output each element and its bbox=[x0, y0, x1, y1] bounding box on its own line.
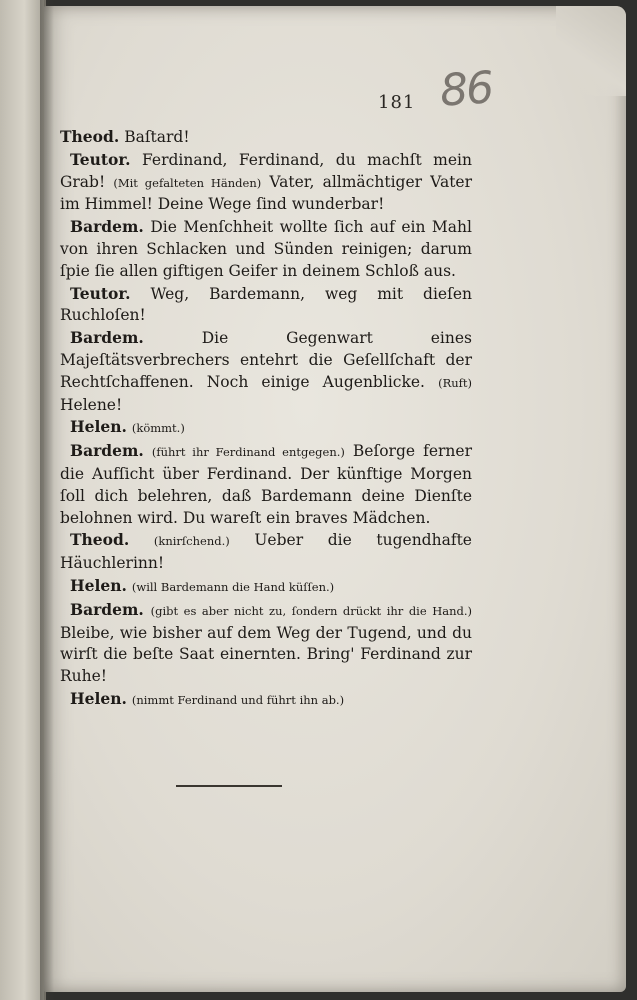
speaker-name: Bardem. bbox=[70, 328, 144, 348]
spoken-text: Vater, allmächtiger Vater im Himmel! Deine Wege ſind wunderbar! bbox=[60, 172, 472, 214]
stage-direction: (will Bardemann die Hand küſſen.) bbox=[131, 579, 335, 594]
dialogue-line bbox=[60, 529, 472, 575]
page-number: 181 bbox=[378, 92, 416, 113]
spoken-text: Ueber die tugendhafte Häuchlerinn! bbox=[60, 531, 472, 573]
gutter-shadow bbox=[40, 0, 54, 1000]
dialogue-line bbox=[60, 126, 472, 149]
speaker-name: Bardem. bbox=[70, 441, 144, 461]
stage-direction: (gibt es aber nicht zu, ſondern drückt ihr die Hand.) bbox=[150, 603, 472, 618]
dialogue-line bbox=[60, 688, 472, 712]
speaker-name: Teutor. bbox=[70, 283, 131, 303]
stage-direction: (nimmt Ferdinand und führt ihn ab.) bbox=[131, 692, 345, 707]
spoken-text: Weg, Bardemann, weg mit dieſen Ruchloſen! bbox=[60, 284, 472, 325]
speaker-name: Helen. bbox=[70, 688, 127, 708]
speaker-name: Bardem. bbox=[70, 599, 144, 619]
stage-direction: (kömmt.) bbox=[131, 421, 185, 436]
dialogue-text bbox=[60, 126, 472, 712]
speaker-name: Helen. bbox=[70, 417, 127, 437]
speaker-name: Theod. bbox=[70, 530, 130, 550]
section-rule bbox=[176, 785, 282, 787]
page-corner-fold bbox=[556, 6, 626, 96]
dialogue-line bbox=[60, 327, 472, 416]
dialogue-line bbox=[60, 283, 472, 328]
dialogue-line bbox=[60, 416, 472, 440]
dialogue-line bbox=[60, 440, 472, 529]
spoken-text: Beſorge ferner die Aufſicht über Ferdinand. Der künftige Morgen ſoll dich belehren, daß Bardemann deine Dienſte belohnen wird. Du wareſt ein braves Mädchen. bbox=[60, 442, 472, 527]
dialogue-line bbox=[60, 149, 472, 216]
spoken-text: Helene! bbox=[60, 395, 123, 414]
stage-direction: (führt ihr Ferdinand entgegen.) bbox=[151, 445, 345, 460]
stage-direction: (knirſchend.) bbox=[153, 534, 230, 549]
handwritten-folio-number: 86 bbox=[438, 62, 494, 117]
speaker-name: Helen. bbox=[70, 575, 127, 595]
spoken-text: Bleibe, wie bisher auf dem Weg der Tugend, und du wirſt die beſte Saat einernten. Bring' Ferdinand zur Ruhe! bbox=[60, 623, 472, 686]
dialogue-line bbox=[60, 599, 472, 688]
speaker-name: Theod. bbox=[60, 127, 120, 146]
stage-direction: (Mit gefalteten Händen) bbox=[113, 175, 262, 190]
speaker-name: Teutor. bbox=[70, 149, 131, 169]
dialogue-line bbox=[60, 575, 472, 599]
spoken-text: Ferdinand, Ferdinand, du machſt mein Grab! bbox=[60, 150, 472, 191]
speaker-name: Bardem. bbox=[70, 217, 144, 237]
spoken-text: Die Menſchheit wollte ſich auf ein Mahl von ihren Schlacken und Sünden reinigen; darum ſpie ſie allen giftigen Geifer in deinem Schloß aus. bbox=[60, 218, 472, 280]
spoken-text: Die Gegenwart eines Majeſtätsverbrechers entehrt die Geſellſchaft der Rechtſchaffenen. Noch einige Augenblicke. bbox=[60, 329, 472, 391]
stage-direction: (Ruft) bbox=[438, 375, 472, 390]
spoken-text: Baſtard! bbox=[124, 128, 190, 146]
dialogue-line bbox=[60, 216, 472, 282]
